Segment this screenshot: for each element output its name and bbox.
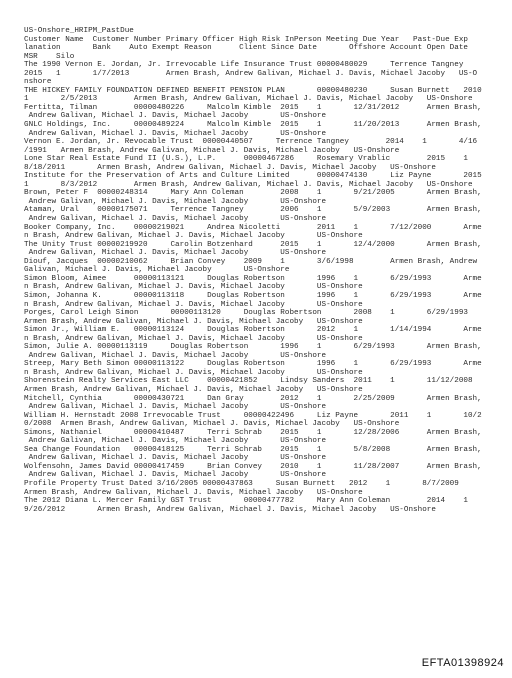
record-line: Porges, Carol Leigh Simon 00000113120 Douglas Robertson 2008 1 6/29/1993 (24, 309, 468, 318)
record-line: 1 2/5/2013 Armen Brash, Andrew Galivan, Michael J. Davis, Michael Jacoby US-Onshore (24, 95, 473, 104)
record-line: Andrew Galivan, Michael J. Davis, Michael Jacoby US-Onshore (24, 403, 327, 412)
record-line: Institute for the Preservation of Arts and Culture Limited 00000474130 Liz Payne 2015 (24, 172, 482, 181)
record-line: Andrew Galivan, Michael J. Davis, Michael Jacoby US-Onshore (24, 197, 327, 206)
record-line: Sea Change Foundation 00000418125 Terri Schrab 2015 1 5/8/2008 Armen Brash, (24, 445, 482, 454)
record-line: Andrew Galivan, Michael J. Davis, Michael Jacoby US-Onshore (24, 249, 327, 258)
report-title: US-Onshore_HRIPM_PastDue (24, 27, 134, 35)
record-line: Shorenstein Realty Services East LLC 00000421852 Lindsy Sanders 2011 1 11/12/2008 (24, 377, 473, 386)
record-line: Simon, Julie A. 00000113119 Douglas Robertson 1996 1 6/29/1993 Armen Brash, (24, 343, 482, 352)
report-text (24, 27, 500, 514)
record-line: Simons, Nathaniel 00000410487 Terri Schrab 2015 1 12/28/2006 Armen Brash, (24, 428, 482, 437)
record-line: Booker Company, Inc. 00000219021 Andrea Nicoletti 2011 1 7/12/2000 Arme (24, 223, 482, 232)
column-header-line: lanation Bank Auto Exempt Reason Client Since Date Offshore Account Open Date (24, 44, 468, 53)
record-line: The 2012 Diana L. Mercer Family GST Trust 00000477782 Mary Ann Coleman 2014 1 (24, 497, 468, 506)
document-id: EFTA01398924 (421, 657, 504, 669)
record-line: Armen Brash, Andrew Galivan, Michael J. Davis, Michael Jacoby US-Onshore (24, 385, 363, 394)
record-line: Diouf, Jacques 00000210062 Brian Convey 2009 1 3/6/1998 Armen Brash, Andrew (24, 257, 478, 266)
record-line: Ataman, Ural 00000175071 Terrence Tangney 2006 1 5/9/2003 Armen Brash, (24, 206, 482, 215)
record-line: Simon Jr., William E. 00000113124 Douglas Robertson 2012 1 1/14/1994 Arme (24, 326, 482, 335)
record-line: n Brash, Andrew Galivan, Michael J. Davis, Michael Jacoby US-Onshore (24, 300, 363, 309)
record-line: Andrew Galivan, Michael J. Davis, Michael Jacoby US-Onshore (24, 437, 327, 446)
record-line: Galivan, Michael J. Davis, Michael Jacoby US-Onshore (24, 266, 290, 275)
record-line: Vernon E. Jordan, Jr. Revocable Trust 00000440507 Terrence Tangney 2014 1 4/16 (24, 138, 478, 147)
record-line: n Brash, Andrew Galivan, Michael J. Davis, Michael Jacoby US-Onshore (24, 232, 363, 241)
column-header-line: Customer Name Customer Number Primary Officer High Risk InPerson Meeting Due Year Past-Due Exp (24, 35, 468, 44)
record-line: 8/18/2011 Armen Brash, Andrew Galivan, Michael J. Davis, Michael Jacoby US-Onshore (24, 163, 436, 172)
record-line: GNLC Holdings, Inc. 00000489224 Malcolm Kimble 2015 1 11/20/2013 Armen Brash, (24, 121, 482, 130)
record-line: n Brash, Andrew Galivan, Michael J. Davis, Michael Jacoby US-Onshore (24, 368, 363, 377)
record-line: Profile Property Trust Dated 3/16/2005 00000437863 Susan Burnett 2012 1 8/7/2009 (24, 479, 459, 488)
record-line: Andrew Galivan, Michael J. Davis, Michael Jacoby US-Onshore (24, 471, 327, 480)
record-line: Fertitta, Tilman 00000480226 Malcolm Kimble 2015 1 12/31/2012 Armen Brash, (24, 103, 482, 112)
record-line: Andrew Galivan, Michael J. Davis, Michael Jacoby US-Onshore (24, 454, 327, 463)
record-line: Armen Brash, Andrew Galivan, Michael J. Davis, Michael Jacoby US-Onshore (24, 317, 363, 326)
record-line: The 1990 Vernon E. Jordan, Jr. Irrevocable Life Insurance Trust 00000480029 Terrence Tangney (24, 61, 464, 70)
record-line: /1991 Armen Brash, Andrew Galivan, Michael J. Davis, Michael Jacoby US-Onshore (24, 146, 400, 155)
record-line: Andrew Galivan, Michael J. Davis, Michael Jacoby US-Onshore (24, 215, 327, 224)
record-line: THE HICKEY FAMILY FOUNDATION DEFINED BENEFIT PENSION PLAN 00000480230 Susan Burnett 2010 (24, 86, 482, 95)
record-line: Streep, Mary Beth Simon 00000113122 Douglas Robertson 1996 1 6/29/1993 Arme (24, 360, 482, 369)
record-line: The Unity Trust 00000219920 Carolin Botzenhard 2015 1 12/4/2000 Armen Brash, (24, 240, 482, 249)
record-line: 0/2008 Armen Brash, Andrew Galivan, Michael J. Davis, Michael Jacoby US-Onshore (24, 420, 400, 429)
record-line: n Brash, Andrew Galivan, Michael J. Davis, Michael Jacoby US-Onshore (24, 283, 363, 292)
record-line: Simon, Johanna K. 00000113118 Douglas Robertson 1996 1 6/29/1993 Arme (24, 291, 482, 300)
record-line: 9/26/2012 Armen Brash, Andrew Galivan, Michael J. Davis, Michael Jacoby US-Onshore (24, 505, 436, 514)
record-line: Simon Bloom, Aimee 00000113121 Douglas Robertson 1996 1 6/29/1993 Arme (24, 274, 482, 283)
record-line: Lone Star Real Estate Fund II (U.S.), L.P. 00000467286 Rosemary Vrablic 2015 1 (24, 155, 468, 164)
record-line: Armen Brash, Andrew Galivan, Michael J. Davis, Michael Jacoby US-Onshore (24, 488, 363, 497)
record-line: Andrew Galivan, Michael J. Davis, Michael Jacoby US-Onshore (24, 351, 327, 360)
record-line: 2015 1 1/7/2013 Armen Brash, Andrew Galivan, Michael J. Davis, Michael Jacoby US-O (24, 69, 478, 78)
column-header-line: MSR Silo (24, 52, 75, 61)
record-line: Brown, Peter F 00000248314 Mary Ann Coleman 2008 1 9/21/2005 Armen Brash, (24, 189, 482, 198)
record-line: Wolfensohn, James David 00000417459 Brian Convey 2010 1 11/28/2007 Armen Brash, (24, 462, 482, 471)
record-line: n Brash, Andrew Galivan, Michael J. Davis, Michael Jacoby US-Onshore (24, 334, 363, 343)
record-line: William H. Hernstadt 2008 Irrevocable Trust 00000422496 Liz Payne 2011 1 10/2 (24, 411, 482, 420)
record-line: nshore (24, 78, 52, 87)
record-line: Andrew Galivan, Michael J. Davis, Michael Jacoby US-Onshore (24, 129, 327, 138)
record-line: Andrew Galivan, Michael J. Davis, Michael Jacoby US-Onshore (24, 112, 327, 121)
record-line: 1 8/3/2012 Armen Brash, Andrew Galivan, Michael J. Davis, Michael Jacoby US-Onshore (24, 180, 473, 189)
record-line: Mitchell, Cynthia 00000430721 Dan Gray 2012 1 2/25/2009 Armen Brash, (24, 394, 482, 403)
